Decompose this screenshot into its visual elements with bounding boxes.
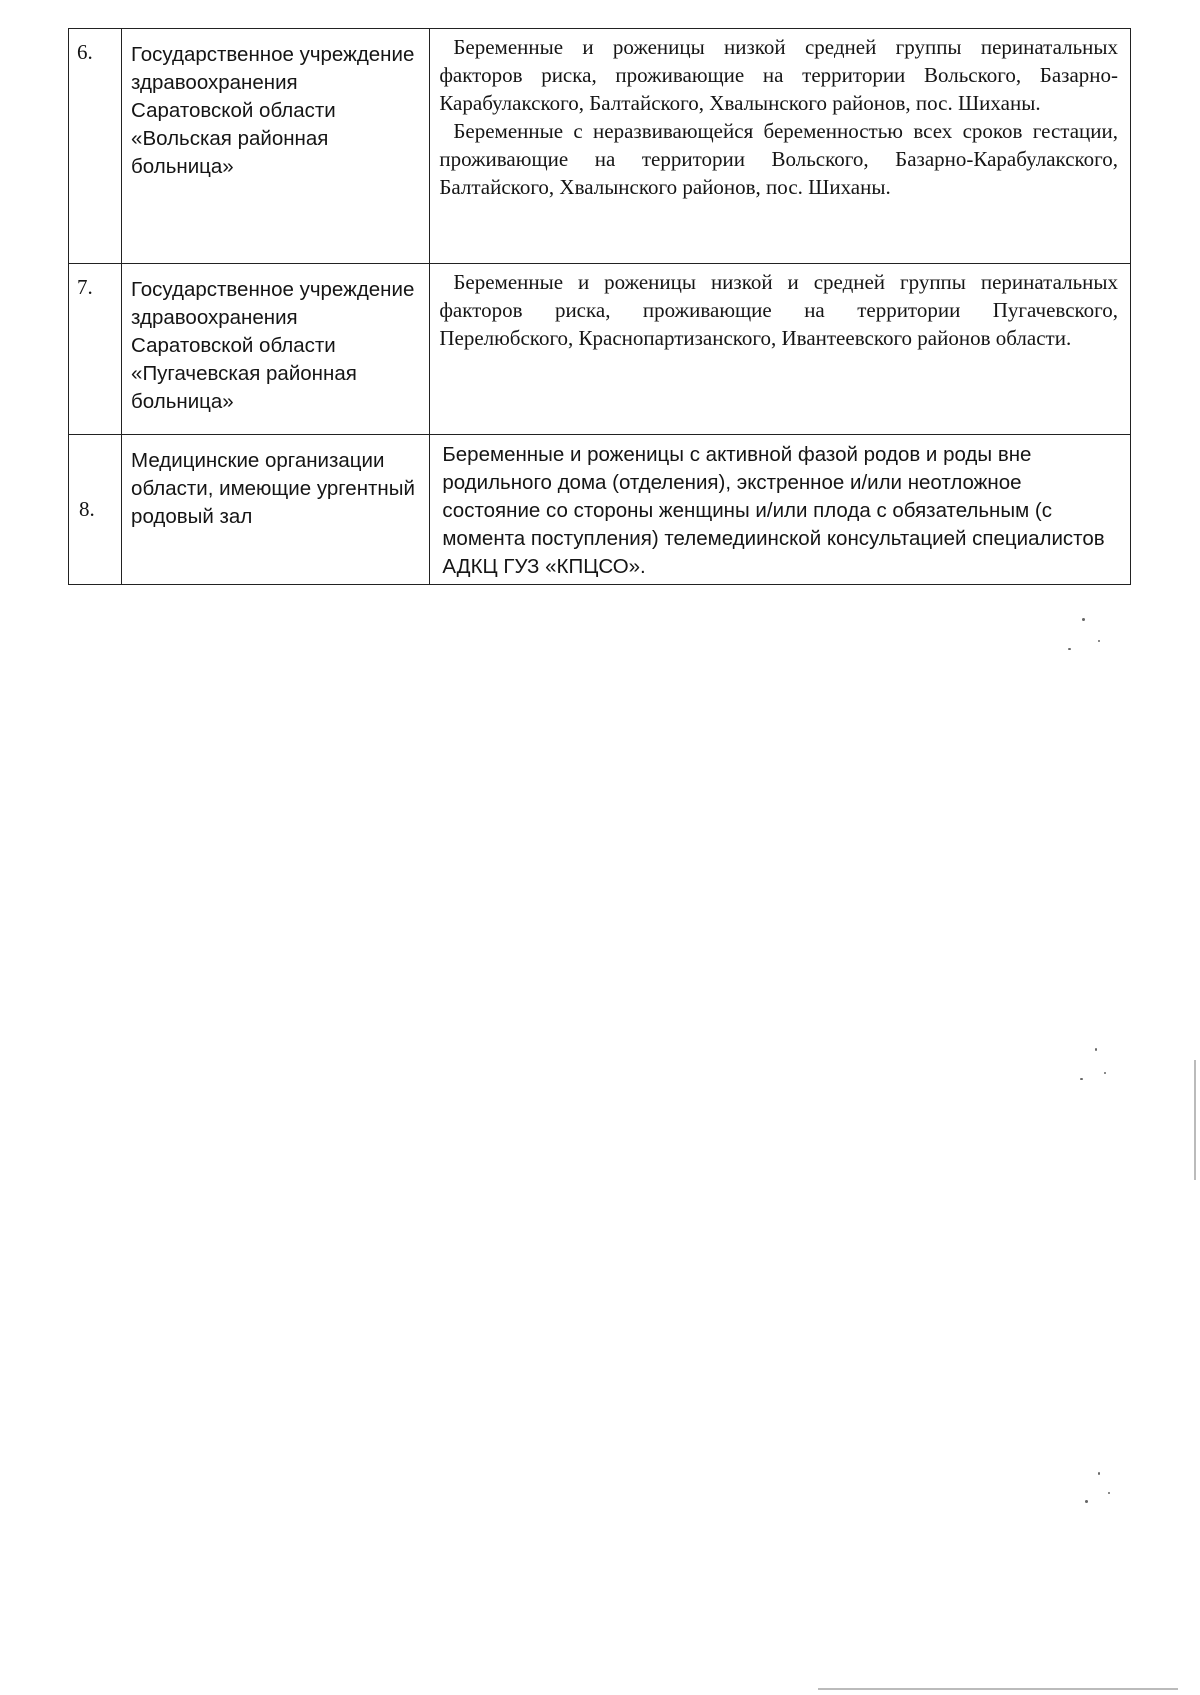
- scan-speck: [1085, 1500, 1088, 1503]
- scan-speck: [1098, 1472, 1100, 1475]
- scan-speck: [1080, 1078, 1083, 1080]
- table-row: [69, 264, 1131, 435]
- row-number: 7.: [69, 264, 122, 435]
- category-paragraph: Беременные и роженицы низкой средней группы перинатальных факторов риска, проживающие на территории Вольского, Базарно-Карабулакского, Балтайского, Хвалынского районов, пос. Шиханы.: [439, 35, 1118, 115]
- organization-name: Медицинские организации области, имеющие ургентный родовый зал: [122, 435, 430, 585]
- row-number: 6.: [69, 29, 122, 264]
- organization-name: Государственное учреждение здравоохранения Саратовской области «Вольская районная больница»: [122, 29, 430, 264]
- scan-edge: [1194, 1060, 1196, 1180]
- scan-speck: [1068, 648, 1071, 650]
- patient-category: [430, 435, 1131, 585]
- table-row: [69, 435, 1131, 585]
- patient-category: [430, 29, 1131, 264]
- table-row: [69, 29, 1131, 264]
- scan-speck: [1095, 1048, 1097, 1051]
- scan-speck: [1098, 640, 1100, 642]
- category-paragraph: Беременные и роженицы с активной фазой родов и роды вне родильного дома (отделения), экстренное и/или неотложное состояние со стороны женщины и/или плода с обязательным (с момента поступления) телемедиинской консультацией специалистов АДКЦ ГУЗ «КПЦСО».: [442, 443, 1105, 578]
- scan-speck: [1082, 618, 1085, 621]
- document-table: [68, 28, 1131, 585]
- category-paragraph: Беременные с неразвивающейся беременностью всех сроков гестации, проживающие на территории Вольского, Базарно-Карабулакского, Балтайского, Хвалынского районов, пос. Шиханы.: [439, 119, 1118, 199]
- scan-speck: [1104, 1072, 1106, 1074]
- row-number: 8.: [69, 435, 122, 585]
- scan-edge: [818, 1688, 1178, 1690]
- patient-category: [430, 264, 1131, 435]
- category-paragraph: Беременные и роженицы низкой и средней группы перинатальных факторов риска, проживающие на территории Пугачевского, Перелюбского, Краснопартизанского, Ивантеевского районов области.: [439, 270, 1118, 350]
- scan-speck: [1108, 1492, 1110, 1494]
- organization-name: Государственное учреждение здравоохранения Саратовской области «Пугачевская районная больница»: [122, 264, 430, 435]
